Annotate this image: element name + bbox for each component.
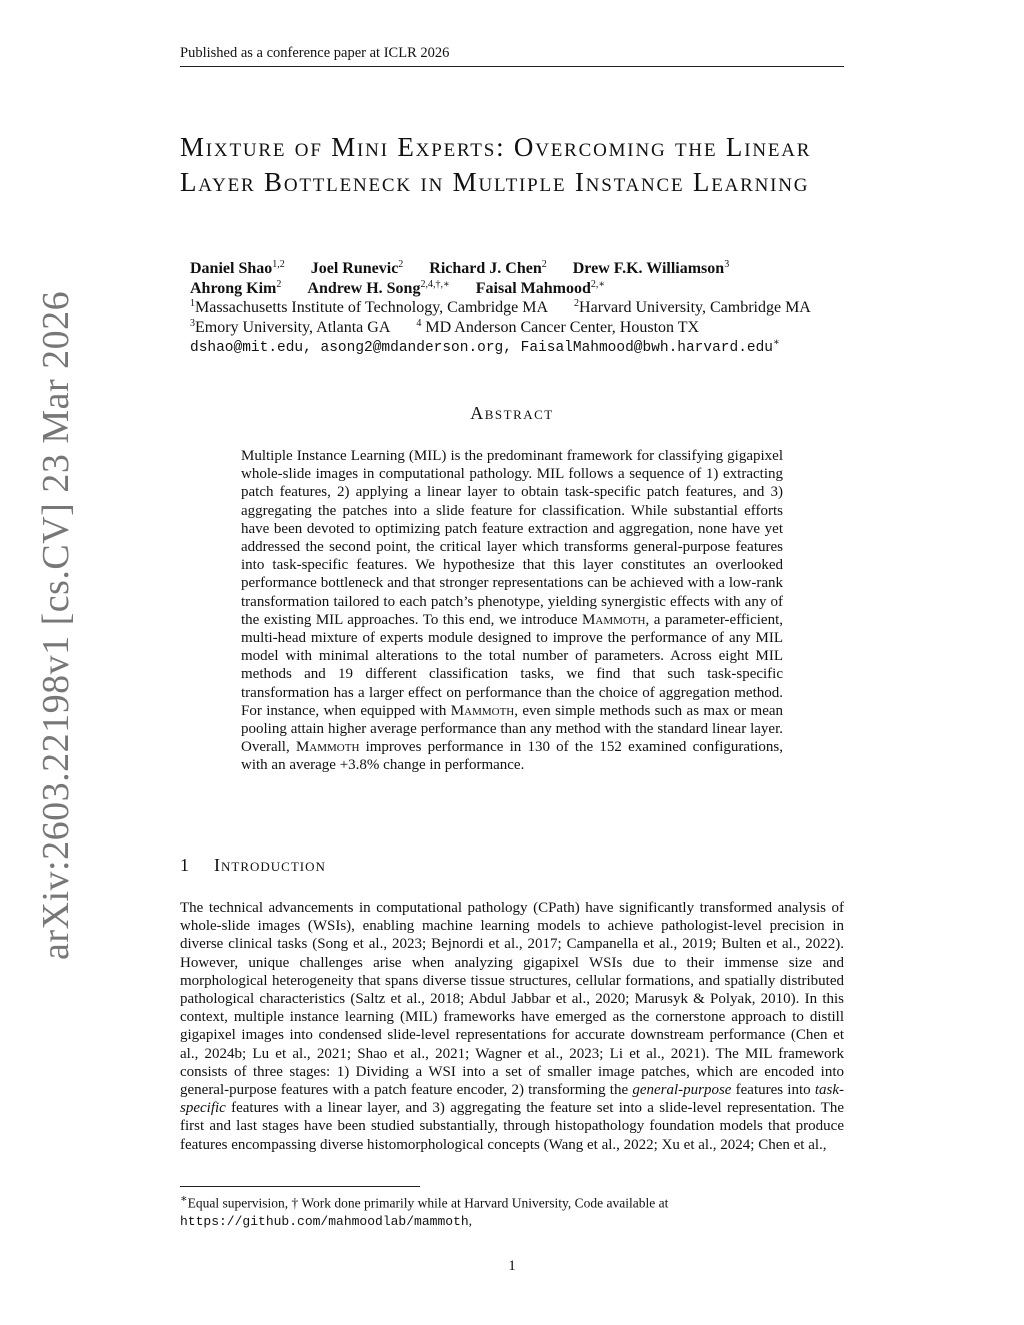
footnote-mark: ∗: [180, 1193, 188, 1205]
affiliation-mark: 1: [190, 298, 195, 309]
footnote-text: Equal supervision, † Work done primarily while at Harvard University, Code available at: [187, 1195, 669, 1211]
running-header: Published as a conference paper at ICLR 2026: [180, 45, 844, 67]
author-affiliation-mark: 2,4,†,∗: [420, 278, 450, 290]
affiliation: Emory University, Atlanta GA: [195, 318, 391, 336]
author-affiliation-mark: 1,2: [272, 259, 285, 270]
intro-text-part: features with a linear layer, and 3) aggregating the feature set into a slide-level representation. The first and last stages have been studied substantially, through histopathology foundation models that produce features encompassing diverse histomorphological concepts (Wang et al., 2022; Xu et al., 2024; Chen et al.,: [180, 1100, 844, 1153]
author-name: Richard J. Chen: [429, 260, 542, 277]
section-heading: [180, 855, 326, 876]
paper-title: Mixture of Mini Experts: Overcoming the Linear Layer Bottleneck in Multiple Instance Learning: [180, 132, 812, 197]
author-affiliation-mark: 2: [398, 259, 404, 270]
author-name: Daniel Shao: [190, 260, 273, 277]
footnote-tail: ,: [468, 1212, 473, 1228]
abstract-text-part: , a parameter-efficient, multi-head mixture of experts module designed to improve the performance of any MIL model with minimal alterations to the total number of parameters. Across eight MIL methods and 19 different classification tasks, we find that such task-specific transformation has a larger effect on performance than the choice of aggregation method. For instance, when equipped with: [241, 611, 783, 719]
abstract-text-part: improves performance in 130 of the 152 examined configurations, with an average +3.8% change in performance.: [241, 739, 783, 774]
author-affiliation-mark: 2: [541, 259, 547, 270]
intro-text-part: The technical advancements in computational pathology (CPath) have significantly transformed analysis of whole-slide images (WSIs), enabling machine learning models to achieve pathologist-level precision in diverse clinical tasks (Song et al., 2023; Bejnordi et al., 2017; Campanella et al., 2019; Bulten et al., 2022). However, unique challenges arise when analyzing gigapixel WSIs due to their immense size and morphological heterogeneity that spans diverse tissue structures, cellular formations, and spatially distributed pathological characteristics (Saltz et al., 2018; Abdul Jabbar et al., 2020; Marusyk & Polyak, 2010). In this context, multiple instance learning (MIL) frameworks have emerged as the cornerstone approach to distill gigapixel images into condensed slide-level representations for accurate downstream performance (Chen et al., 2024b; Lu et al., 2021; Shao et al., 2021; Wagner et al., 2023; Li et al., 2021). The MIL framework consists of three stages: 1) Dividing a WSI into a set of smaller image patches, which are encoded into general-purpose features with a patch feature encoder, 2) transforming the: [180, 900, 844, 1099]
emphasized-term: task-specific: [180, 1082, 844, 1117]
affiliation: Massachusetts Institute of Technology, Cambridge MA: [195, 299, 549, 316]
affiliation-mark: 4: [416, 317, 422, 329]
affiliation-mark: 3: [190, 317, 195, 329]
abstract-heading: Abstract: [470, 403, 554, 423]
affiliation-mark: 2: [574, 298, 580, 309]
affiliation-row: [190, 318, 890, 338]
section-number: 1: [180, 855, 190, 875]
introduction-text: [180, 899, 844, 1154]
author-name: Faisal Mahmood: [475, 279, 591, 297]
author-block: [190, 259, 890, 359]
author-name: Joel Runevic: [310, 260, 399, 277]
abstract-text: [241, 447, 783, 775]
author-name: Andrew H. Song: [307, 279, 421, 297]
abstract-text-part: Multiple Instance Learning (MIL) is the predominant framework for classifying gigapixel whole-slide images in computational pathology. MIL follows a sequence of 1) extracting patch features, 2) applying a linear layer to obtain task-specific patch features, and 3) aggregating the patches into a slide feature for classification. While substantial efforts have been devoted to optimizing patch feature extraction and aggregation, none have yet addressed the second point, the critical layer which transforms general-purpose features into task-specific features. We hypothesize that this layer constitutes an overlooked performance bottleneck and that stronger representations can be achieved with a low-rank transformation tailored to each patch’s phenotype, yielding synergistic effects with any of the existing MIL approaches. To this end, we introduce: [241, 448, 783, 628]
abstract-text-part: , even simple methods such as max or mean pooling attain higher average performance than any method with the standard linear layer. Overall,: [241, 702, 784, 756]
method-name: Mammoth: [582, 611, 646, 628]
author-emails[interactable]: dshao@mit.edu, asong2@mdanderson.org, FaisalMahmood@bwh.harvard.edu: [190, 340, 773, 356]
footnote: [180, 1191, 844, 1230]
author-row: [190, 279, 890, 299]
email-row: [190, 337, 890, 359]
author-name: Ahrong Kim: [190, 279, 277, 297]
author-name: Drew F.K. Williamson: [572, 260, 725, 277]
page-number: 1: [508, 1258, 516, 1274]
affiliation: MD Anderson Cancer Center, Houston TX: [421, 318, 700, 336]
author-row: [190, 259, 890, 279]
method-name: Mammoth: [295, 739, 360, 756]
affiliation: Harvard University, Cambridge MA: [579, 299, 811, 316]
intro-text-part: features into: [731, 1082, 815, 1099]
email-footnote-mark: ∗: [773, 337, 780, 348]
arxiv-identifier[interactable]: arXiv:2603.22198v1 [cs.CV] 23 Mar 2026: [35, 290, 77, 960]
code-link[interactable]: https://github.com/mahmoodlab/mammoth: [180, 1213, 469, 1229]
author-affiliation-mark: 2: [276, 278, 282, 290]
author-affiliation-mark: 3: [724, 259, 730, 270]
section-title: Introduction: [214, 855, 326, 875]
emphasized-term: general-purpose: [632, 1082, 732, 1099]
method-name: Mammoth: [450, 702, 515, 719]
affiliation-row: [190, 298, 890, 318]
author-affiliation-mark: 2,∗: [590, 278, 606, 290]
footnote-divider: [180, 1186, 420, 1187]
